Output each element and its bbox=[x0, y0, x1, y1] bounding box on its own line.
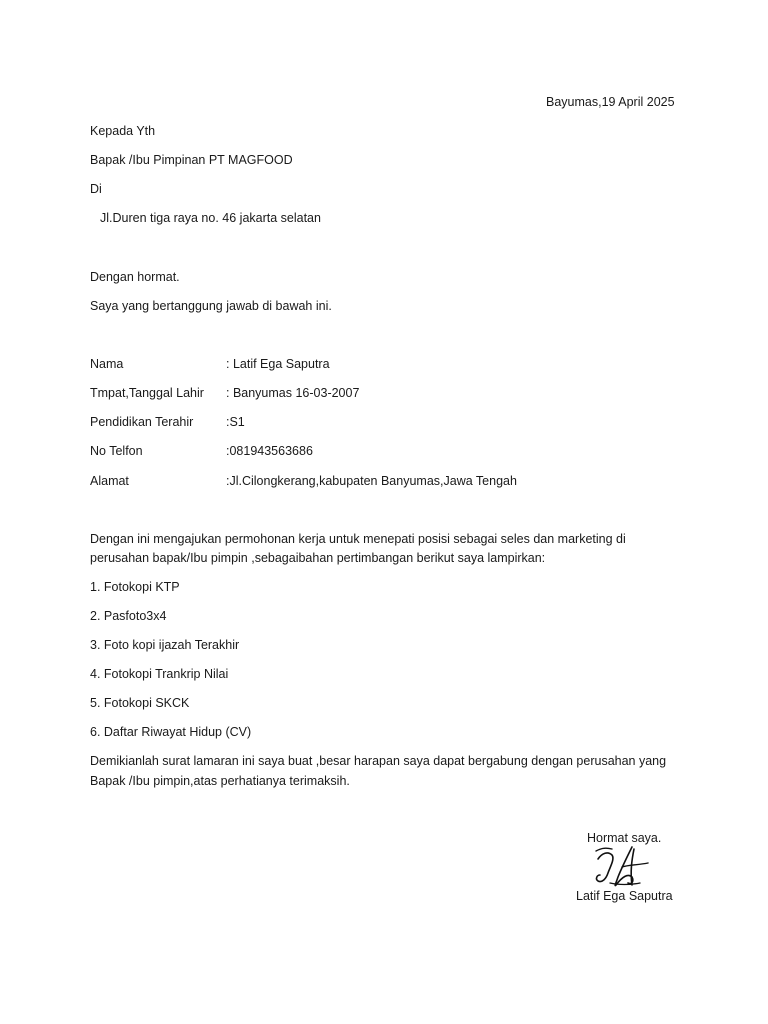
greeting: Dengan hormat. bbox=[90, 270, 180, 284]
recipient-salutation: Kepada Yth bbox=[90, 124, 156, 138]
attachment-item: 1. Fotokopi KTP bbox=[90, 580, 180, 594]
recipient-di: Di bbox=[90, 182, 102, 196]
intro-line: Saya yang bertanggung jawab di bawah ini. bbox=[90, 299, 332, 313]
detail-value-phone: :081943563686 bbox=[226, 444, 313, 458]
attachment-item: 2. Pasfoto3x4 bbox=[90, 609, 167, 623]
sign-off: Hormat saya. bbox=[587, 831, 662, 845]
detail-label-phone: No Telfon bbox=[90, 444, 143, 458]
detail-value-nama: : Latif Ega Saputra bbox=[226, 357, 330, 371]
attachment-item: 4. Fotokopi Trankrip Nilai bbox=[90, 667, 229, 681]
date-line: Bayumas,19 April 2025 bbox=[546, 95, 675, 109]
attachment-item: 3. Foto kopi ijazah Terakhir bbox=[90, 638, 240, 652]
body-paragraph-line-2: perusahan bapak/Ibu pimpin ,sebagaibahan pertimbangan berikut saya lampirkan: bbox=[90, 551, 546, 565]
detail-value-address: :Jl.Cilongkerang,kabupaten Banyumas,Jawa Tengah bbox=[226, 474, 517, 488]
attachment-item: 6. Daftar Riwayat Hidup (CV) bbox=[90, 725, 252, 739]
signer-name: Latif Ega Saputra bbox=[576, 889, 673, 903]
detail-label-nama: Nama bbox=[90, 357, 124, 371]
recipient-address: Jl.Duren tiga raya no. 46 jakarta selatan bbox=[100, 211, 321, 225]
detail-label-address: Alamat bbox=[90, 474, 129, 488]
recipient-name: Bapak /Ibu Pimpinan PT MAGFOOD bbox=[90, 153, 293, 167]
detail-label-education: Pendidikan Terahir bbox=[90, 415, 194, 429]
detail-label-birth: Tmpat,Tanggal Lahir bbox=[90, 386, 204, 400]
closing-line-2: Bapak /Ibu pimpin,atas perhatianya terimaksih. bbox=[90, 774, 350, 788]
attachment-item: 5. Fotokopi SKCK bbox=[90, 696, 190, 710]
detail-value-education: :S1 bbox=[226, 415, 245, 429]
closing-line-1: Demikianlah surat lamaran ini saya buat ,besar harapan saya dapat bergabung dengan perusahan yang bbox=[90, 754, 667, 768]
handwritten-signature-icon bbox=[592, 843, 652, 889]
detail-value-birth: : Banyumas 16-03-2007 bbox=[226, 386, 360, 400]
body-paragraph-line-1: Dengan ini mengajukan permohonan kerja untuk menepati posisi sebagai seles dan marketing di bbox=[90, 532, 626, 546]
